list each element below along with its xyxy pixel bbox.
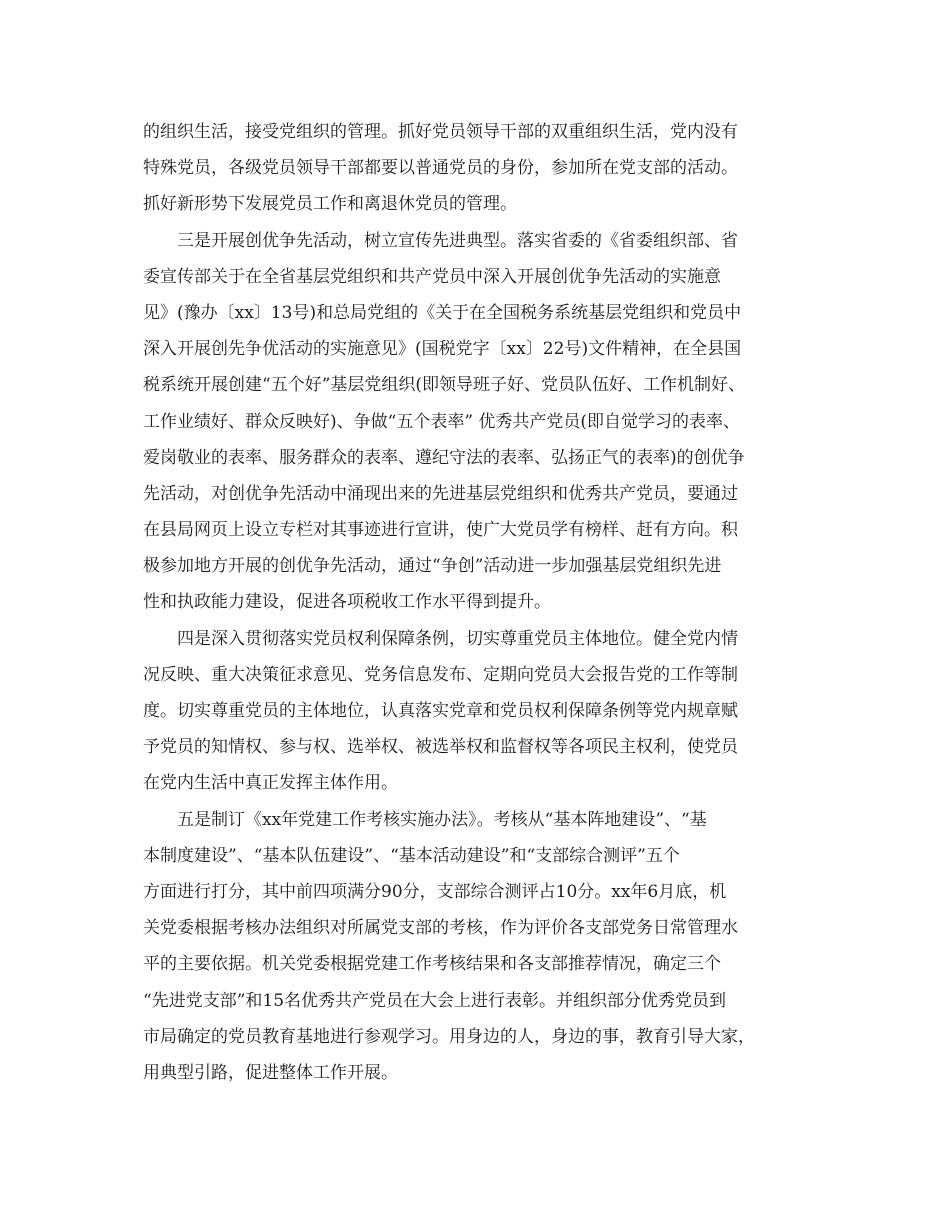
text-line: 工作业绩好、群众反映好)、争做“五个表率” 优秀共产党员(即自觉学习的表率、 (143, 411, 741, 432)
text-line: 平的主要依据。机关党委根据党建工作考核结果和各支部推荐情况，确定三个 (143, 954, 721, 975)
text-line: 税系统开展创建“五个好”基层党组织(即领导班子好、党员队伍好、工作机制好、 (143, 375, 746, 396)
text-line: 度。切实尊重党员的主体地位，认真落实党章和党员权利保障条例等党内规章赋 (143, 701, 738, 721)
text-line: 本制度建设”、“基本队伍建设”、“基本活动建设”和“支部综合测评”五个 (143, 845, 680, 866)
paragraph-first-line: 三是开展创优争先活动，树立宣传先进典型。落实省委的《省委组织部、省 (177, 230, 738, 251)
text-line: 先活动，对创优争先活动中涌现出来的先进基层党组织和优秀共产党员，要通过 (143, 483, 738, 504)
text-line: 在县局网页上设立专栏对其事迹进行宣讲，使广大党员学有榜样、赶有方向。积 (143, 520, 738, 541)
text-line: 予党员的知情权、参与权、选举权、被选举权和监督权等各项民主权利，使党员 (143, 737, 738, 758)
text-line: 况反映、重大决策征求意见、党务信息发布、定期向党员大会报告党的工作等制 (143, 664, 738, 685)
text-line: 委宣传部关于在全省基层党组织和共产党员中深入开展创优争先活动的实施意 (143, 266, 721, 287)
text-line: 抓好新形势下发展党员工作和离退休党员的管理。 (143, 194, 517, 215)
text-line: 市局确定的党员教育基地进行参观学习。用身边的人，身边的事，教育引导大家， (143, 1026, 755, 1047)
text-line: 在党内生活中真正发挥主体作用。 (143, 773, 398, 794)
paragraph-first-line: 四是深入贯彻落实党员权利保障条例，切实尊重党员主体地位。健全党内情 (177, 628, 738, 649)
text-line: 性和执政能力建设，促进各项税收工作水平得到提升。 (143, 592, 551, 613)
text-line: 的组织生活，接受党组织的管理。抓好党员领导干部的双重组织生活，党内没有 (143, 122, 738, 142)
text-line: “先进党支部”和15名优秀共产党员在大会上进行表彰。并组织部分优秀党员到 (143, 990, 727, 1011)
paragraph-first-line: 五是制订《xx年党建工作考核实施办法》。考核从“基本阵地建设”、“基 (177, 809, 707, 830)
text-line: 用典型引路，促进整体工作开展。 (143, 1062, 398, 1083)
document-body (143, 114, 823, 1091)
text-line: 关党委根据考核办法组织对所属党支部的考核，作为评价各支部党务日常管理水 (143, 918, 738, 939)
text-line: 极参加地方开展的创优争先活动，通过“争创”活动进一步加强基层党组织先进 (143, 556, 722, 577)
text-line: 特殊党员，各级党员领导干部都要以普通党员的身份，参加所在党支部的活动。 (143, 158, 738, 179)
text-line: 深入开展创先争优活动的实施意见》(国税党字〔xx〕22号)文件精神，在全县国 (143, 339, 742, 360)
text-line: 爱岗敬业的表率、服务群众的表率、遵纪守法的表率、弘扬正气的表率)的创优争 (143, 447, 745, 468)
text-line: 见》(豫办〔xx〕13号)和总局党组的《关于在全国税务系统基层党组织和党员中 (143, 302, 742, 323)
text-line: 方面进行打分，其中前四项满分90分，支部综合测评占10分。xx年6月底，机 (143, 881, 727, 902)
